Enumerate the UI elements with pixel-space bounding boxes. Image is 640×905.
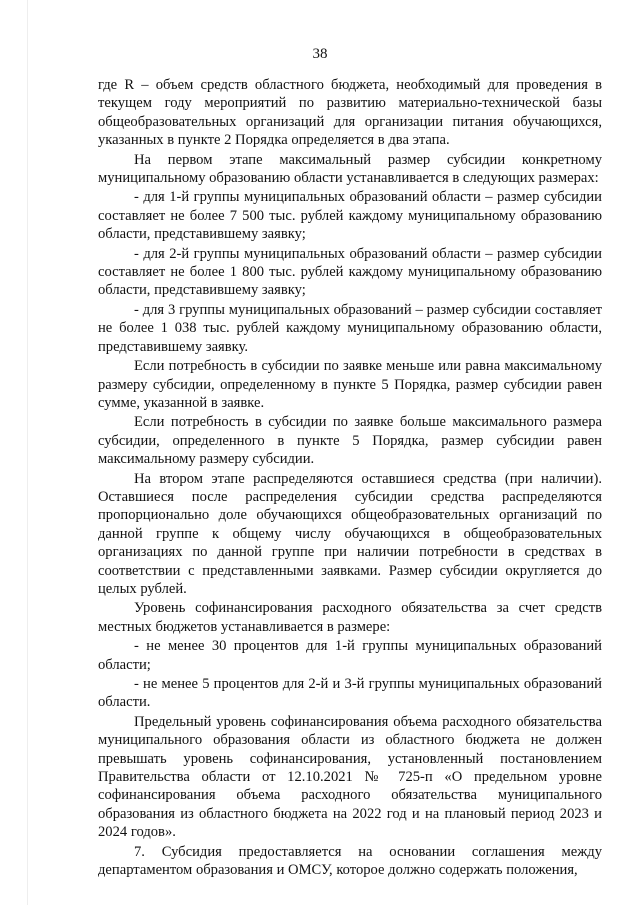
paragraph-7: На втором этапе распределяются оставшиеся средства (при наличии). Оставшиеся после распределения субсидии средства распределяются пропорционально доле обучающихся общеобразовательных организаций по данной группе к общему числу обучающихся в общеобразовательных организациях по данной группе при наличии потребности в средствах в соответствии с представленными заявками. Размер субсидии округляется до целых рублей. — [98, 470, 602, 597]
paragraph-4: - для 3 группы муниципальных образований – размер субсидии составляет не более 1 038 тыс. рублей каждому муниципальному образованию области, представившему заявку. — [98, 301, 602, 355]
paragraph-11: Предельный уровень софинансирования объема расходного обязательства муниципального образования области из областного бюджета не должен превышать уровень софинансирования, установленный постановлением Правительства области от 12.10.2021 № 725-п «О предельном уровне софинансирования объема расходного обязательства муниципального образования из областного бюджета на 2022 год и на плановый период 2023 и 2024 годов». — [98, 713, 602, 841]
document-body — [98, 76, 602, 880]
paragraph-3: - для 2-й группы муниципальных образований области – размер субсидии составляет не более 1 800 тыс. рублей каждому муниципальному образованию области, представившему заявку; — [98, 245, 602, 299]
paragraph-8: Уровень софинансирования расходного обязательства за счет средств местных бюджетов устанавливается в размере: — [98, 600, 602, 635]
paragraph-10: - не менее 5 процентов для 2-й и 3-й группы муниципальных образований области. — [98, 676, 602, 711]
scan-edge — [27, 0, 28, 905]
paragraph-1: На первом этапе максимальный размер субсидии конкретному муниципальному образованию области устанавливается в следующих размерах: — [98, 151, 602, 187]
paragraph-2: - для 1-й группы муниципальных образований области – размер субсидии составляет не более 7 500 тыс. рублей каждому муниципальному образованию области, представившему заявку; — [98, 189, 602, 243]
paragraph-6: Если потребность в субсидии по заявке больше максимального размера субсидии, определенного в пункте 5 Порядка, размер субсидии равен максимальному размеру субсидии. — [98, 414, 602, 468]
paragraph-12: 7. Субсидия предоставляется на основании соглашения между департаментом образования и ОМСУ, которое должно содержать положения, — [98, 843, 602, 879]
paragraph-5: Если потребность в субсидии по заявке меньше или равна максимальному размеру субсидии, определенному в пункте 5 Порядка, размер субсидии равен сумме, указанной в заявке. — [98, 358, 602, 411]
paragraph-0: где R – объем средств областного бюджета, необходимый для проведения в текущем году мероприятий по развитию материально-технической базы общеобразовательных организаций для организации питания обучающихся, указанных в пункте 2 Порядка определяется в два этапа. — [98, 77, 602, 149]
page-number: 38 — [312, 46, 328, 62]
paragraph-9: - не менее 30 процентов для 1-й группы муниципальных образований области; — [98, 638, 602, 673]
